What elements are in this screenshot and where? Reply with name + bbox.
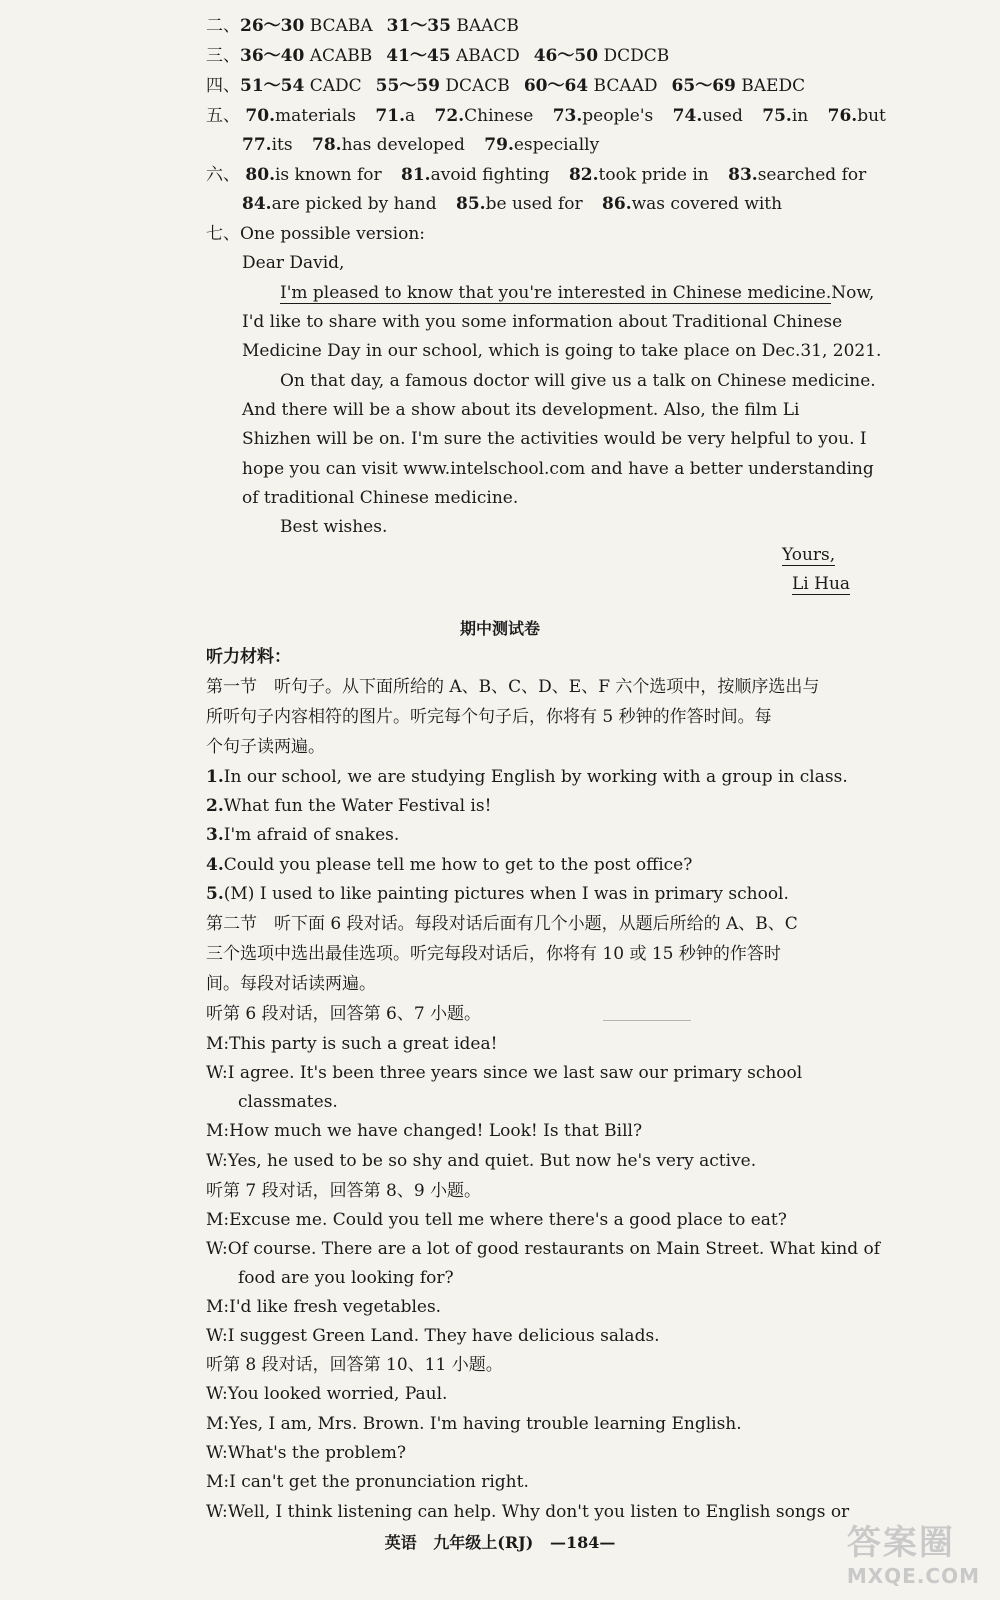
letter-p1-line2: I'd like to share with you some information about Traditional Chinese (242, 312, 843, 332)
answer-row-s7: 七、One possible version: (206, 224, 425, 244)
dialogue7-intro: 听第 7 段对话，回答第 8、9 小题。 (206, 1181, 482, 1201)
dialogue-line: classmates. (238, 1092, 338, 1112)
dialogue-line: M:How much we have changed! Look! Is that Bill? (206, 1121, 643, 1141)
letter-p1-line3: Medicine Day in our school, which is going to take place on Dec.31, 2021. (242, 341, 882, 361)
listening-sentence: 2.What fun the Water Festival is! (206, 796, 492, 816)
midterm-title: 期中测试卷 (459, 619, 540, 638)
listening-heading: 听力材料： (206, 647, 291, 667)
letter-p2-line4: hope you can visit www.intelschool.com and have a better understanding (242, 459, 874, 479)
letter-p2-line3: Shizhen will be on. I'm sure the activities would be very helpful to you. I (242, 429, 867, 449)
dialogue-line: W:You looked worried, Paul. (206, 1384, 448, 1404)
page-number: —184— (550, 1533, 616, 1552)
letter-p2-line2: And there will be a show about its development. Also, the film Li (242, 400, 800, 420)
dialogue-line: M:I'd like fresh vegetables. (206, 1297, 442, 1317)
underlined-sentence: I'm pleased to know that you're interested in Chinese medicine. (280, 283, 832, 303)
dialogue8-intro: 听第 8 段对话，回答第 10、11 小题。 (206, 1355, 503, 1375)
answer-row-s2: 二、26～30 BCABA 31～35 BAACB (206, 16, 519, 36)
letter-p1-line1: I'm pleased to know that you're interested in Chinese medicine.Now, (280, 283, 875, 303)
footer-subject: 英语 (384, 1533, 417, 1552)
letter-closing: Best wishes. (280, 517, 388, 537)
letter-yours: Yours, (782, 545, 836, 565)
dialogue-line: M:Excuse me. Could you tell me where there's a good place to eat? (206, 1210, 787, 1230)
letter-greeting: Dear David, (242, 253, 345, 273)
section2-instruction-line3: 间。每段对话读两遍。 (206, 974, 376, 994)
answer-row-s6-line1: 六、 80.is known for 81.avoid fighting 82.took pride in 83.searched for (206, 165, 867, 185)
section2-instruction-line1: 第二节 听下面 6 段对话。每段对话后面有几个小题，从题后所给的 A、B、C (206, 914, 798, 934)
dialogue6-intro: 听第 6 段对话，回答第 6、7 小题。 (206, 1004, 482, 1024)
dialogue-line: W:I suggest Green Land. They have delicious salads. (206, 1326, 660, 1346)
listening-sentence: 3.I'm afraid of snakes. (206, 825, 400, 845)
watermark-logo: 答案圈 MXQE.COM (846, 1523, 980, 1588)
dialogue-line: W:Well, I think listening can help. Why don't you listen to English songs or (206, 1502, 850, 1522)
section1-instruction-line3: 个句子读两遍。 (206, 737, 325, 757)
answer-row-s6-line2: 84.are picked by hand 85.be used for 86.was covered with (242, 194, 783, 214)
answer-row-s4: 四、51～54 CADC 55～59 DCACB 60～64 BCAAD 65～69 BAEDC (206, 76, 806, 96)
letter-p2-line5: of traditional Chinese medicine. (242, 488, 519, 508)
dialogue-line: M:Yes, I am, Mrs. Brown. I'm having trouble learning English. (206, 1414, 742, 1434)
listening-sentence: 4.Could you please tell me how to get to the post office? (206, 855, 693, 875)
dialogue-line: M:I can't get the pronunciation right. (206, 1472, 529, 1492)
listening-sentence: 1.In our school, we are studying English by working with a group in class. (206, 767, 848, 787)
divider-line (603, 1020, 691, 1021)
letter-p2-line1: On that day, a famous doctor will give us a talk on Chinese medicine. (280, 371, 876, 391)
dialogue-line: M:This party is such a great idea! (206, 1034, 498, 1054)
section2-instruction-line2: 三个选项中选出最佳选项。听完每段对话后，你将有 10 或 15 秒钟的作答时 (206, 944, 781, 964)
dialogue-line: W:Yes, he used to be so shy and quiet. But now he's very active. (206, 1151, 757, 1171)
listening-sentence: 5.(M) I used to like painting pictures when I was in primary school. (206, 884, 789, 904)
letter-signature: Li Hua (792, 574, 851, 594)
answer-row-s5-line2: 77.its 78.has developed 79.especially (242, 135, 600, 155)
footer-grade: 九年级上(RJ) (433, 1533, 534, 1552)
dialogue-line: W:I agree. It's been three years since we last saw our primary school (206, 1063, 803, 1083)
answer-row-s3: 三、36～40 ACABB 41～45 ABACD 46～50 DCDCB (206, 46, 670, 66)
dialogue-line: W:Of course. There are a lot of good restaurants on Main Street. What kind of (206, 1239, 881, 1259)
answer-row-s5-line1: 五、 70.materials 71.a 72.Chinese 73.people's 74.used 75.in 76.but (206, 106, 886, 126)
section1-instruction-line2: 所听句子内容相符的图片。听完每个句子后，你将有 5 秒钟的作答时间。每 (206, 707, 772, 727)
section1-instruction-line1: 第一节 听句子。从下面所给的 A、B、C、D、E、F 六个选项中，按顺序选出与 (206, 677, 820, 697)
dialogue-line: W:What's the problem? (206, 1443, 407, 1463)
dialogue-line: food are you looking for? (238, 1268, 454, 1288)
